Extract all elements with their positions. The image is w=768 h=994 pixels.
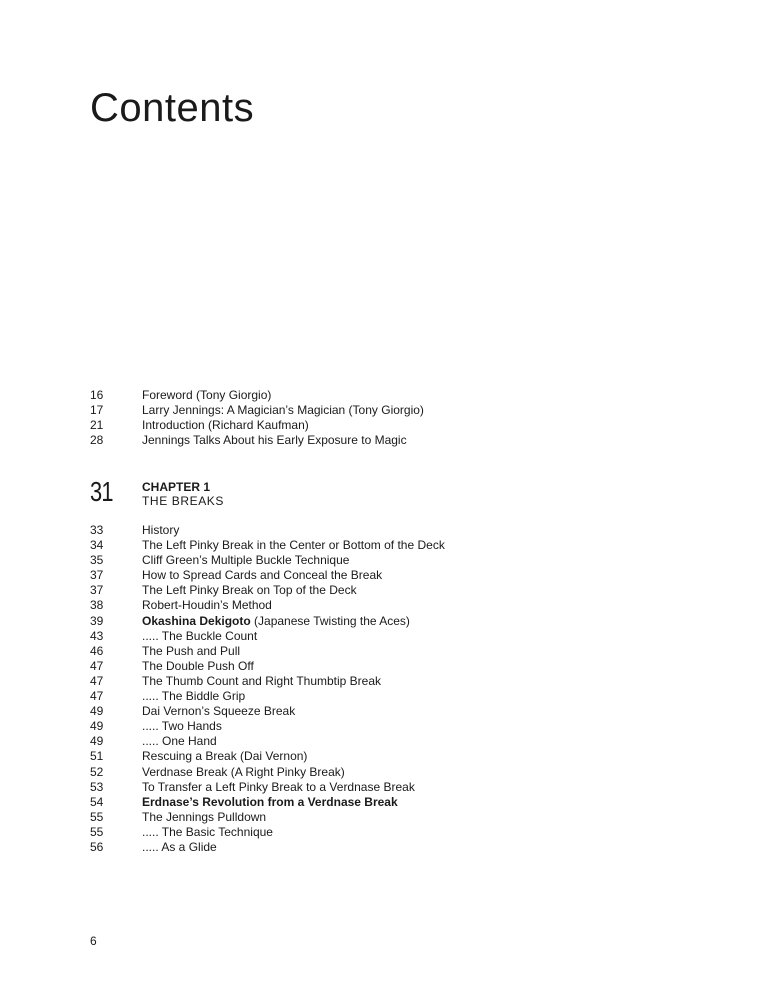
chapter-label: CHAPTER 1 <box>142 480 211 494</box>
toc-entry-page: 47 <box>90 689 104 704</box>
toc-entry <box>90 795 690 810</box>
toc-entry <box>90 538 690 553</box>
toc-entry-title: To Transfer a Left Pinky Break to a Verdnase Break <box>142 779 415 794</box>
toc-entry <box>90 734 690 749</box>
toc-entry-title: ..... The Buckle Count <box>142 628 258 643</box>
toc-entry <box>90 825 690 840</box>
toc-entry <box>90 614 690 629</box>
toc-entry-page: 37 <box>90 568 104 583</box>
toc-entry <box>90 523 690 538</box>
toc-entry-page: 55 <box>90 809 104 824</box>
toc-entry <box>90 749 690 764</box>
page-number: 6 <box>90 934 97 948</box>
toc-entry-title: Dai Vernon’s Squeeze Break <box>142 704 296 719</box>
toc-entry-title: The Push and Pull <box>142 643 241 658</box>
toc-entry-page: 43 <box>90 628 104 643</box>
toc-entry-page: 17 <box>90 403 104 418</box>
chapter-start-page: 31 <box>90 476 113 507</box>
toc-entry <box>90 644 690 659</box>
toc-entry-page: 49 <box>90 734 104 749</box>
toc-entry-title: Cliff Green’s Multiple Buckle Technique <box>142 553 350 568</box>
toc-entry-page: 28 <box>90 433 104 448</box>
toc-entry-title <box>142 614 690 629</box>
toc-entry-page: 47 <box>90 658 104 673</box>
toc-entry-page: 46 <box>90 643 104 658</box>
chapter-name: THE BREAKS <box>142 494 225 508</box>
toc-entry <box>90 810 690 825</box>
toc-entry <box>90 719 690 734</box>
toc-entry-title: The Jennings Pulldown <box>142 809 267 824</box>
toc-entry-title: Verdnase Break (A Right Pinky Break) <box>142 764 345 779</box>
toc-entry-title: ..... The Basic Technique <box>142 824 273 839</box>
toc-entry-title: History <box>142 523 180 537</box>
toc-entry-page: 53 <box>90 779 104 794</box>
toc-entry <box>90 659 690 674</box>
toc-entry-title-bold: Okashina Dekigoto <box>142 613 251 628</box>
toc-entry <box>90 780 690 795</box>
front-matter-list <box>90 388 690 448</box>
toc-entry-page: 49 <box>90 704 104 719</box>
toc-entry-page: 35 <box>90 553 104 568</box>
chapter-entries-list <box>90 523 690 855</box>
toc-entry-page: 16 <box>90 388 104 402</box>
toc-entry <box>90 704 690 719</box>
toc-entry <box>90 568 690 583</box>
toc-entry-page: 47 <box>90 673 104 688</box>
toc-entry-title-bold: Erdnase’s Revolution from a Verdnase Break <box>142 794 398 809</box>
toc-entry-title: The Left Pinky Break on Top of the Deck <box>142 583 357 598</box>
toc-entry-page: 33 <box>90 523 104 537</box>
toc-entry-title: Rescuing a Break (Dai Vernon) <box>142 749 308 764</box>
toc-entry <box>90 418 690 433</box>
toc-entry-page: 37 <box>90 583 104 598</box>
toc-entry-page: 39 <box>90 613 104 628</box>
chapter-labels <box>142 478 224 508</box>
toc-entry <box>90 388 690 403</box>
toc-entry-page: 34 <box>90 538 104 553</box>
page-title: Contents <box>90 86 255 130</box>
toc-entry <box>90 840 690 855</box>
toc-entry-title: The Double Push Off <box>142 658 254 673</box>
toc-entry-title: How to Spread Cards and Conceal the Break <box>142 568 383 583</box>
toc-entry-page: 54 <box>90 794 104 809</box>
toc-entry-page: 55 <box>90 824 104 839</box>
toc-entry-title: ..... One Hand <box>142 734 217 749</box>
chapter-heading <box>90 478 224 508</box>
toc-entry <box>90 433 690 448</box>
toc-entry-title: Foreword (Tony Giorgio) <box>142 388 272 402</box>
toc-entry-page: 21 <box>90 418 104 433</box>
toc-entry-title: ..... The Biddle Grip <box>142 689 246 704</box>
toc-entry <box>90 598 690 613</box>
toc-entry-title: The Left Pinky Break in the Center or Bottom of the Deck <box>142 538 445 553</box>
toc-entry <box>90 674 690 689</box>
toc-entry <box>90 689 690 704</box>
toc-entry-title: The Thumb Count and Right Thumbtip Break <box>142 673 382 688</box>
toc-entry-title: ..... As a Glide <box>142 839 217 854</box>
toc-entry-page: 52 <box>90 764 104 779</box>
toc-entry <box>90 765 690 780</box>
toc-entry-page: 49 <box>90 719 104 734</box>
toc-entry-page: 51 <box>90 749 104 764</box>
toc-entry <box>90 583 690 598</box>
toc-entry-title: Introduction (Richard Kaufman) <box>142 418 309 433</box>
toc-entry-title: Jennings Talks About his Early Exposure to Magic <box>142 433 407 448</box>
toc-entry <box>90 629 690 644</box>
toc-entry-page: 38 <box>90 598 104 613</box>
toc-entry-page: 56 <box>90 839 104 854</box>
toc-entry <box>90 403 690 418</box>
toc-entry-title: ..... Two Hands <box>142 719 222 734</box>
toc-entry-title: Robert-Houdin’s Method <box>142 598 272 613</box>
toc-entry-title: Larry Jennings: A Magician’s Magician (Tony Giorgio) <box>142 403 424 418</box>
toc-entry-title-rest: (Japanese Twisting the Aces) <box>250 613 410 628</box>
toc-entry-title <box>142 795 690 810</box>
toc-entry <box>90 553 690 568</box>
